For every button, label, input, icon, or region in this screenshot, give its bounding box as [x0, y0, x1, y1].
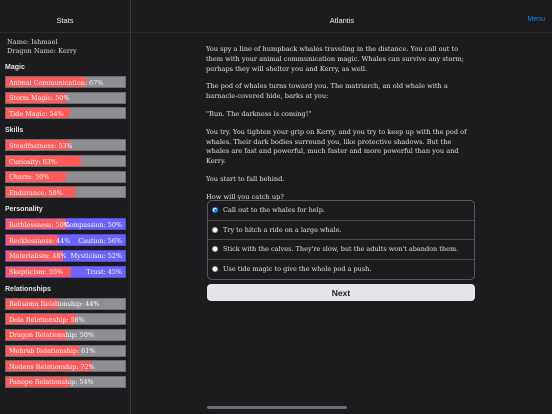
choice-option[interactable] [208, 240, 474, 260]
personality-left-label: Recklessness: 44% [9, 236, 71, 245]
magic-bar-label: Animal Communication: 67% [9, 78, 104, 87]
skill-bar [5, 139, 126, 151]
home-indicator [207, 406, 347, 409]
skill-bar-label: Charm: 50% [9, 173, 50, 182]
relationship-bar [5, 360, 126, 372]
choice-label: Use tide magic to give the whole pod a push. [223, 265, 372, 274]
relationship-bar-label: Panope Relationship: 54% [9, 378, 94, 387]
magic-bar-label: Tide Magic: 54% [9, 109, 64, 118]
relationship-bar-label: Dola Relationship: 58% [9, 315, 85, 324]
magic-bar [5, 92, 126, 104]
personality-bar [5, 266, 126, 278]
story-paragraph: "Run. The darkness is coming!" [206, 109, 312, 118]
story-paragraph: You try. You tighten your grip on Kerry, and you try to keep up with the pod of whales. Their dark bodies surround you, like protective shadows. But the whales are fast and powerful, much faster and more powerful than you and Kerry. [206, 127, 467, 166]
choice-option[interactable] [208, 260, 474, 280]
menu-button[interactable]: Menu [527, 16, 545, 23]
story-title: Atlantis [329, 15, 355, 25]
relationship-bar [5, 329, 126, 341]
relationship-bar [5, 298, 126, 310]
choice-option[interactable] [208, 201, 474, 221]
personality-right-label: Caution: 56% [78, 236, 122, 245]
stats-sidebar[interactable] [0, 0, 131, 414]
relationship-bar [5, 313, 126, 325]
story-paragraph: You start to fall behind. [206, 174, 285, 183]
magic-bars [5, 76, 126, 119]
story-header [132, 0, 552, 33]
story-paragraph: How will you catch up? [206, 192, 284, 201]
story-paragraph: The pod of whales turns toward you. The matriarch, an old whale with a barnacle-covered hide, barks at you: [206, 82, 448, 101]
skill-bar [5, 186, 126, 198]
relationship-bar [5, 376, 126, 388]
skill-bar-label: Endurance: 58% [9, 188, 63, 197]
sidebar-title: Stats [0, 0, 130, 33]
story-text [206, 45, 476, 211]
radio-button-icon[interactable] [212, 227, 218, 233]
magic-section-title: Magic [5, 64, 25, 71]
relationships-section-title: Relationships [5, 285, 51, 293]
player-name: Name: Ishmael [7, 38, 58, 46]
personality-bar [5, 250, 126, 262]
dragon-name: Dragon Name: Kerry [7, 47, 77, 55]
skills-bars [5, 139, 126, 198]
skill-bar-label: Steadfastness: 53% [9, 141, 73, 150]
personality-right-label: Trust: 45% [86, 268, 122, 276]
choice-label: Call out to the whales for help. [223, 206, 325, 215]
relationship-bar-label: Dragon Relationship: 50% [9, 331, 95, 340]
story-pane [132, 0, 552, 414]
sidebar-body [0, 33, 130, 388]
radio-button-icon[interactable] [212, 246, 218, 252]
magic-bar-label: Storm Magic: 50% [9, 94, 70, 103]
personality-left-label: Skepticism: 55% [9, 268, 64, 276]
choice-option[interactable] [208, 221, 474, 241]
personality-bar [5, 218, 126, 230]
story-paragraph: You spy a line of humpback whales traveling in the distance. You call out to them with your animal communication magic. Whales can survive any storm; perhaps they will shelter you and Kerry, as well. [206, 45, 464, 73]
personality-section-title: Personality [5, 206, 43, 214]
choice-label: Try to hitch a ride on a large whale. [223, 225, 342, 234]
relationship-bars [5, 298, 126, 388]
radio-button-icon[interactable] [212, 266, 218, 272]
personality-bar [5, 234, 126, 246]
relationship-bar [5, 345, 126, 357]
skill-bar-label: Curiosity: 63% [9, 157, 57, 166]
relationship-bar-label: Belisama Relationship: 44% [9, 300, 100, 308]
relationship-bar-label: Mehrab Relationship: 61% [9, 347, 96, 356]
skill-bar [5, 171, 126, 183]
personality-right-label: Mysticism: 52% [70, 252, 122, 261]
choice-list [207, 200, 475, 280]
radio-button-icon[interactable] [212, 207, 218, 213]
choice-label: Stick with the calves. They're slow, but the adults won't abandon them. [223, 245, 459, 254]
personality-bars [5, 218, 126, 277]
personality-left-label: Materialism: 48% [9, 252, 67, 261]
next-button[interactable]: Next [207, 284, 475, 301]
personality-left-label: Ruthlessness: 50% [9, 220, 70, 229]
magic-bar [5, 76, 126, 88]
relationship-bar-label: Nodens Relationship: 72% [9, 362, 95, 371]
skill-bar [5, 155, 126, 167]
personality-right-label: Compassion: 50% [64, 220, 122, 229]
magic-bar [5, 107, 126, 119]
skills-section-title: Skills [5, 127, 24, 135]
